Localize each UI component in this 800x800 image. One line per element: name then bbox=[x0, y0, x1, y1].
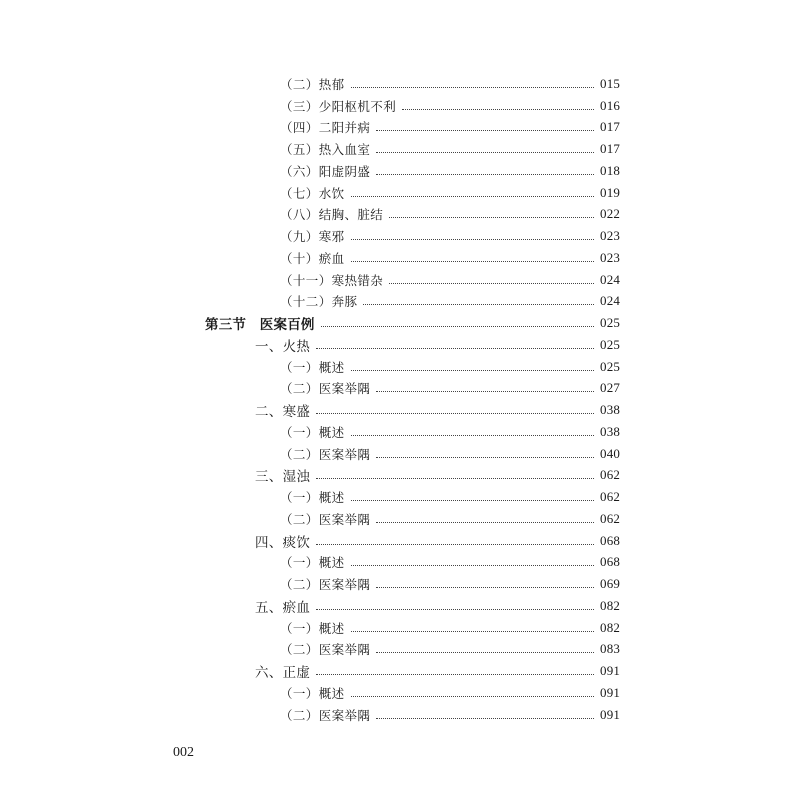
toc-entry-title: （五）热入血室 bbox=[280, 140, 374, 158]
toc-entry-page: 082 bbox=[600, 597, 621, 613]
toc-entry-title: （二）医案举隅 bbox=[280, 640, 374, 658]
toc-entry-title: 五、瘀血 bbox=[255, 596, 314, 616]
toc-entry-page: 091 bbox=[600, 706, 621, 722]
toc-leader-dots bbox=[351, 564, 594, 566]
toc-entry bbox=[0, 291, 800, 313]
toc-entry bbox=[0, 617, 800, 639]
toc-entry bbox=[0, 595, 800, 617]
toc-entry-title: 一、火热 bbox=[255, 335, 314, 355]
toc-entry bbox=[0, 356, 800, 378]
toc-entry bbox=[0, 660, 800, 682]
toc-entry-page: 015 bbox=[600, 75, 621, 91]
toc-entry bbox=[0, 95, 800, 117]
toc-leader-dots bbox=[351, 695, 594, 697]
toc-entry bbox=[0, 465, 800, 487]
toc-leader-dots bbox=[351, 499, 594, 501]
toc-entry-title: （十一）寒热错杂 bbox=[280, 271, 387, 289]
toc-leader-dots bbox=[351, 630, 594, 632]
toc-entry-page: 069 bbox=[600, 576, 621, 592]
toc-entry-title: （一）概述 bbox=[280, 423, 349, 441]
toc-entry-page: 091 bbox=[600, 663, 621, 679]
toc-leader-dots bbox=[376, 586, 594, 588]
toc-entry bbox=[0, 138, 800, 160]
toc-leader-dots bbox=[376, 173, 594, 175]
table-of-contents bbox=[0, 73, 800, 726]
toc-entry-page: 019 bbox=[600, 184, 621, 200]
toc-entry-title: （三）少阳枢机不利 bbox=[280, 97, 400, 115]
toc-entry-title: （六）阳虚阴盛 bbox=[280, 162, 374, 180]
toc-entry bbox=[0, 682, 800, 704]
toc-entry-page: 083 bbox=[600, 641, 621, 657]
toc-entry bbox=[0, 312, 800, 334]
toc-entry bbox=[0, 160, 800, 182]
toc-leader-dots bbox=[351, 260, 594, 262]
toc-leader-dots bbox=[376, 151, 594, 153]
toc-entry-title: （二）热郁 bbox=[280, 75, 349, 93]
toc-entry bbox=[0, 117, 800, 139]
toc-entry bbox=[0, 530, 800, 552]
toc-entry bbox=[0, 204, 800, 226]
toc-leader-dots bbox=[316, 477, 594, 479]
toc-entry bbox=[0, 334, 800, 356]
toc-entry-title: （七）水饮 bbox=[280, 184, 349, 202]
toc-entry bbox=[0, 573, 800, 595]
toc-leader-dots bbox=[316, 347, 594, 349]
toc-leader-dots bbox=[316, 412, 594, 414]
toc-leader-dots bbox=[316, 608, 594, 610]
toc-entry-title: （一）概述 bbox=[280, 553, 349, 571]
toc-entry-page: 024 bbox=[600, 271, 621, 287]
toc-leader-dots bbox=[351, 369, 594, 371]
toc-entry bbox=[0, 508, 800, 530]
toc-entry-page: 040 bbox=[600, 445, 621, 461]
toc-leader-dots bbox=[363, 303, 594, 305]
toc-entry-title: （二）医案举隅 bbox=[280, 445, 374, 463]
toc-entry-title: 第三节 医案百例 bbox=[205, 313, 319, 333]
toc-entry-page: 062 bbox=[600, 510, 621, 526]
toc-entry-page: 023 bbox=[600, 228, 621, 244]
toc-entry bbox=[0, 378, 800, 400]
toc-entry-title: 二、寒盛 bbox=[255, 400, 314, 420]
toc-entry bbox=[0, 73, 800, 95]
toc-leader-dots bbox=[376, 717, 594, 719]
toc-leader-dots bbox=[376, 456, 594, 458]
toc-entry bbox=[0, 225, 800, 247]
toc-entry-title: （一）概述 bbox=[280, 358, 349, 376]
toc-entry-page: 062 bbox=[600, 467, 621, 483]
toc-entry-title: （二）医案举隅 bbox=[280, 379, 374, 397]
toc-entry-title: 六、正虚 bbox=[255, 661, 314, 681]
toc-entry bbox=[0, 443, 800, 465]
toc-entry-page: 016 bbox=[600, 97, 621, 113]
toc-entry-page: 091 bbox=[600, 684, 621, 700]
toc-entry-page: 027 bbox=[600, 380, 621, 396]
toc-entry-page: 024 bbox=[600, 293, 621, 309]
toc-entry-title: 三、湿浊 bbox=[255, 465, 314, 485]
toc-entry-page: 038 bbox=[600, 402, 621, 418]
toc-entry bbox=[0, 399, 800, 421]
toc-entry bbox=[0, 247, 800, 269]
toc-entry bbox=[0, 269, 800, 291]
toc-entry-page: 082 bbox=[600, 619, 621, 635]
toc-entry-title: （九）寒邪 bbox=[280, 227, 349, 245]
toc-entry-page: 062 bbox=[600, 489, 621, 505]
toc-entry-title: （十）瘀血 bbox=[280, 249, 349, 267]
toc-entry-title: （八）结胸、脏结 bbox=[280, 205, 387, 223]
toc-entry-page: 025 bbox=[600, 336, 621, 352]
toc-entry bbox=[0, 639, 800, 661]
toc-entry-page: 023 bbox=[600, 249, 621, 265]
toc-entry bbox=[0, 552, 800, 574]
toc-leader-dots bbox=[351, 86, 594, 88]
toc-entry bbox=[0, 704, 800, 726]
toc-entry-title: （一）概述 bbox=[280, 488, 349, 506]
toc-entry-page: 025 bbox=[600, 358, 621, 374]
page-number: 002 bbox=[173, 745, 194, 760]
toc-entry-title: （四）二阳并病 bbox=[280, 118, 374, 136]
toc-leader-dots bbox=[389, 216, 594, 218]
toc-entry-page: 038 bbox=[600, 423, 621, 439]
toc-leader-dots bbox=[351, 434, 594, 436]
toc-entry-title: （二）医案举隅 bbox=[280, 510, 374, 528]
toc-leader-dots bbox=[316, 673, 594, 675]
toc-leader-dots bbox=[402, 108, 594, 110]
toc-entry-page: 017 bbox=[600, 119, 621, 135]
toc-entry bbox=[0, 421, 800, 443]
toc-leader-dots bbox=[376, 390, 594, 392]
toc-leader-dots bbox=[389, 282, 594, 284]
toc-entry-title: （一）概述 bbox=[280, 684, 349, 702]
toc-entry-title: 四、痰饮 bbox=[255, 531, 314, 551]
toc-leader-dots bbox=[351, 195, 594, 197]
toc-entry-page: 018 bbox=[600, 162, 621, 178]
toc-entry bbox=[0, 486, 800, 508]
toc-leader-dots bbox=[376, 651, 594, 653]
toc-leader-dots bbox=[376, 129, 594, 131]
toc-entry-title: （十二）奔豚 bbox=[280, 292, 361, 310]
toc-entry-page: 022 bbox=[600, 206, 621, 222]
toc-entry-title: （一）概述 bbox=[280, 619, 349, 637]
toc-leader-dots bbox=[321, 325, 594, 327]
toc-entry-title: （二）医案举隅 bbox=[280, 706, 374, 724]
toc-entry-page: 068 bbox=[600, 554, 621, 570]
toc-entry-page: 068 bbox=[600, 532, 621, 548]
toc-leader-dots bbox=[351, 238, 594, 240]
toc-leader-dots bbox=[376, 521, 594, 523]
toc-entry-page: 017 bbox=[600, 141, 621, 157]
toc-entry-title: （二）医案举隅 bbox=[280, 575, 374, 593]
toc-entry bbox=[0, 182, 800, 204]
toc-entry-page: 025 bbox=[600, 315, 621, 331]
toc-leader-dots bbox=[316, 543, 594, 545]
